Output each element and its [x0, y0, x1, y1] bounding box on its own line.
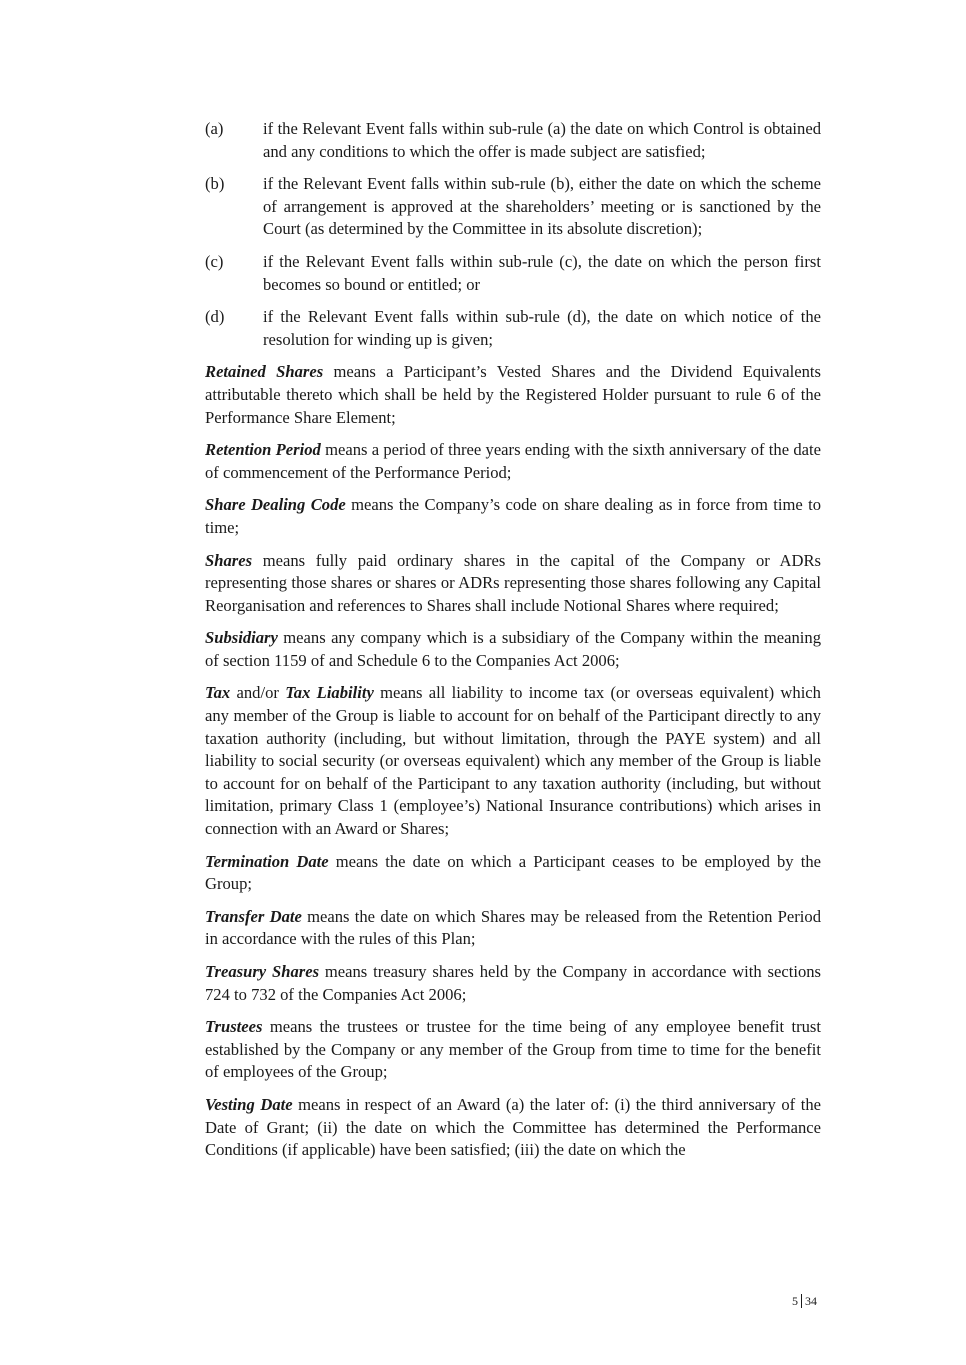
- sub-item-label: (a): [205, 119, 224, 138]
- page-number: [792, 1293, 817, 1309]
- definition-term: Retained Shares: [205, 362, 324, 382]
- definition-subsidiary: [205, 627, 821, 672]
- definition-text: means a period of three years ending with the sixth anniversary of the date of commencement of the Performance Period;: [205, 440, 821, 482]
- definition-text: means a Participant’s Vested Shares and the Dividend Equivalents attributable thereto which shall be held by the Registered Holder pursuant to rule 6 of the Performance Share Element;: [205, 362, 821, 427]
- sub-item-a: [205, 118, 821, 163]
- page-number-divider: [801, 1294, 802, 1308]
- page-number-total: 34: [805, 1294, 817, 1308]
- definition-transfer-date: [205, 906, 821, 951]
- definition-term: Trustees: [205, 1017, 263, 1037]
- sub-item-text: if the Relevant Event falls within sub-rule (d), the date on which notice of the resolution for winding up is given;: [263, 307, 821, 349]
- definition-term: Subsidiary: [205, 628, 278, 648]
- sub-item-label: (d): [205, 307, 225, 327]
- sub-item-text: if the Relevant Event falls within sub-rule (b), either the date on which the scheme of arrangement is approved at the shareholders’ meeting or is sanctioned by the Court (as determined by the Committee in its absolute discretion);: [263, 174, 821, 239]
- sub-item-b: [205, 173, 821, 241]
- definition-retained-shares: [205, 361, 821, 429]
- sub-item-c: [205, 251, 821, 296]
- sub-item-label: (c): [205, 251, 224, 271]
- sub-item-text: if the Relevant Event falls within sub-rule (c), the date on which the person first becomes so bound or entitled; or: [263, 251, 821, 294]
- definition-text: means any company which is a subsidiary of the Company within the meaning of section 1159 of and Schedule 6 to the Companies Act 2006;: [205, 628, 821, 670]
- page-number-current: 5: [792, 1294, 798, 1308]
- definition-text: means the trustees or trustee for the time being of any employee benefit trust established by the Company or any member of the Group from time to time for the benefit of employees of the Group;: [205, 1017, 821, 1082]
- definition-term: Vesting Date: [205, 1094, 293, 1114]
- definition-connector: and/or: [230, 683, 286, 703]
- definition-vesting-date: [205, 1094, 821, 1162]
- definition-term: Shares: [205, 550, 253, 570]
- definition-tax: [205, 682, 821, 840]
- definition-text: means treasury shares held by the Company in accordance with sections 724 to 732 of the Companies Act 2006;: [205, 962, 821, 1004]
- definition-text: means all liability to income tax (or overseas equivalent) which any member of the Group is liable to account for on behalf of the Participant directly to any taxation authority (including, but without limitation, through the PAYE system) and all liability to social security (or overseas equivalent) which any member of the Group is liable to account for on behalf of the Participant to any taxation authority (including, but without limitation, primary Class 1 (employee’s) National Insurance contributions) which arises in connection with an Award or Shares;: [205, 683, 821, 839]
- definition-share-dealing-code: [205, 494, 821, 539]
- definition-retention-period: [205, 439, 821, 484]
- definition-term: Share Dealing Code: [205, 495, 346, 515]
- sub-item-d: [205, 306, 821, 351]
- definition-shares: [205, 550, 821, 618]
- definition-text: means fully paid ordinary shares in the capital of the Company or ADRs representing those shares or shares or ADRs representing those shares following any Capital Reorganisation and references to Shares shall include Notional Shares where required;: [205, 550, 821, 615]
- definition-text: means the date on which a Participant ceases to be employed by the Group;: [205, 851, 821, 894]
- sub-item-label: (b): [205, 174, 225, 194]
- definition-trustees: [205, 1016, 821, 1084]
- sub-item-text: if the Relevant Event falls within sub-rule (a) the date on which Control is obtained and any conditions to which the offer is made subject are satisfied;: [263, 119, 821, 161]
- definition-text: means in respect of an Award (a) the later of: (i) the third anniversary of the Date of Grant; (ii) the date on which the Committee has determined the Performance Conditions (if applicable) have been satisfied; (iii) the date on which the: [205, 1094, 822, 1160]
- definition-treasury-shares: [205, 961, 821, 1006]
- definition-term: Tax: [205, 683, 231, 703]
- definition-termination-date: [205, 851, 821, 896]
- definition-text: means the date on which Shares may be released from the Retention Period in accordance with the rules of this Plan;: [205, 906, 821, 949]
- definition-term: Treasury Shares: [205, 962, 320, 981]
- definition-term: Transfer Date: [205, 906, 302, 926]
- definition-term-secondary: Tax Liability: [285, 683, 374, 703]
- definition-term: Termination Date: [205, 851, 329, 871]
- page-body: [205, 118, 821, 1172]
- definition-term: Retention Period: [205, 440, 321, 460]
- definition-text: means the Company’s code on share dealing as in force from time to time;: [205, 495, 821, 537]
